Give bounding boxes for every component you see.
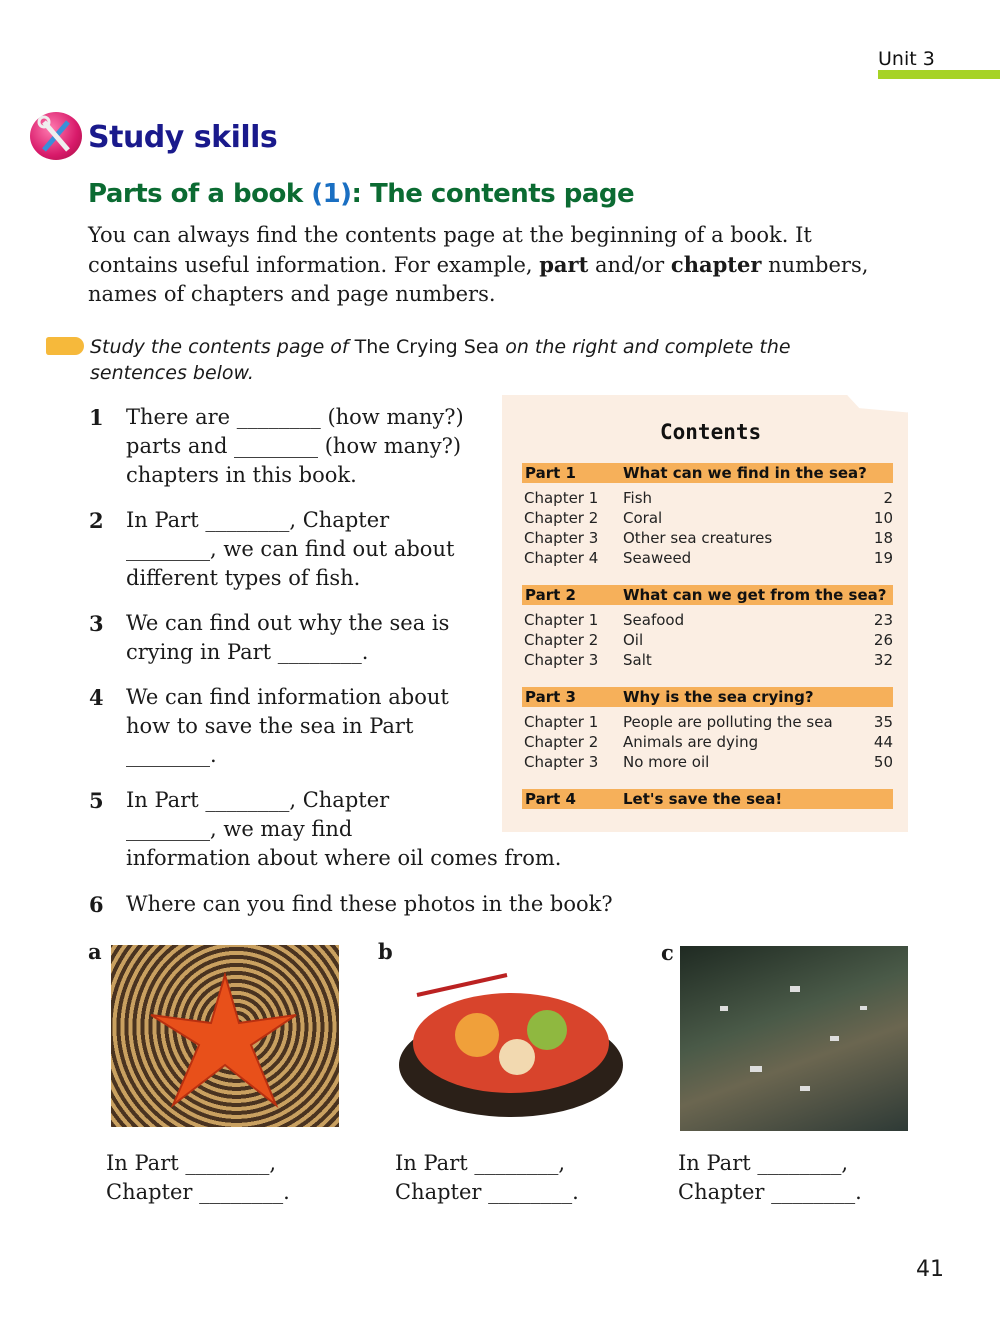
chapter-title: No more oil bbox=[623, 753, 710, 771]
question-line: chapters in this book. bbox=[126, 463, 357, 487]
chapter-number: Chapter 3 bbox=[524, 651, 599, 669]
chapter-row bbox=[524, 529, 893, 549]
part-number: Part 2 bbox=[525, 586, 576, 604]
chapter-row bbox=[524, 509, 893, 529]
instruction-marker bbox=[46, 337, 84, 355]
starfish-photo bbox=[111, 945, 339, 1127]
question-number: 3 bbox=[89, 611, 104, 636]
question-line: different types of fish. bbox=[126, 566, 361, 590]
part-number: Part 1 bbox=[525, 464, 576, 482]
question-line: We can find information about bbox=[126, 685, 449, 709]
seafood-photo bbox=[397, 945, 625, 1120]
chapter-row bbox=[524, 611, 893, 631]
part-header bbox=[522, 463, 893, 483]
chapter-title: Seafood bbox=[623, 611, 685, 629]
photo-caption: In Part ________, bbox=[678, 1151, 849, 1175]
page-ref: 23 bbox=[873, 611, 893, 629]
chapter-row bbox=[524, 631, 893, 651]
photo-label: c bbox=[661, 940, 674, 965]
chapter-title: Seaweed bbox=[623, 549, 692, 567]
chapter-row bbox=[524, 713, 893, 733]
question-line: ________, we can find out about bbox=[126, 537, 455, 561]
chapter-number: Chapter 2 bbox=[524, 509, 599, 527]
page-ref: 50 bbox=[873, 753, 893, 771]
photo-caption: In Part ________, bbox=[106, 1151, 277, 1175]
photo-caption: Chapter ________. bbox=[678, 1180, 862, 1204]
question-line: We can find out why the sea is bbox=[126, 611, 450, 635]
page-ref: 32 bbox=[873, 651, 893, 669]
tools-icon bbox=[30, 112, 82, 160]
page-ref: 10 bbox=[873, 509, 893, 527]
page-ref: 26 bbox=[873, 631, 893, 649]
chapter-title: Fish bbox=[623, 489, 653, 507]
part-number: Part 3 bbox=[525, 688, 576, 706]
unit-label: Unit 3 bbox=[878, 48, 935, 70]
part-title: Let's save the sea! bbox=[623, 790, 783, 808]
chapter-number: Chapter 3 bbox=[524, 753, 599, 771]
chapter-number: Chapter 2 bbox=[524, 733, 599, 751]
chapter-row bbox=[524, 489, 893, 509]
question-line: ________, we may find bbox=[126, 817, 353, 841]
question-line: crying in Part ________. bbox=[126, 640, 369, 664]
question-number: 5 bbox=[89, 788, 104, 813]
page-heading: Parts of a book (1): The contents page bbox=[88, 179, 635, 209]
chapter-number: Chapter 1 bbox=[524, 611, 599, 629]
page-ref: 35 bbox=[873, 713, 893, 731]
part-title: What can we get from the sea? bbox=[623, 586, 887, 604]
page-ref: 19 bbox=[873, 549, 893, 567]
page-ref: 2 bbox=[883, 489, 893, 507]
question-number: 6 bbox=[89, 892, 104, 917]
chapter-number: Chapter 1 bbox=[524, 489, 599, 507]
page-number: 41 bbox=[916, 1257, 944, 1282]
chapter-title: People are polluting the sea bbox=[623, 713, 833, 731]
question-number: 1 bbox=[89, 405, 104, 430]
page-ref: 44 bbox=[873, 733, 893, 751]
part-header bbox=[522, 789, 893, 809]
chapter-row bbox=[524, 733, 893, 753]
section-title: Study skills bbox=[88, 120, 278, 155]
photo-caption: Chapter ________. bbox=[395, 1180, 579, 1204]
page-ref: 18 bbox=[873, 529, 893, 547]
question-line: In Part ________, Chapter bbox=[126, 508, 390, 532]
question-number: 2 bbox=[89, 508, 104, 533]
chapter-title: Oil bbox=[623, 631, 644, 649]
chapter-row bbox=[524, 549, 893, 569]
question-line: information about where oil comes from. bbox=[126, 846, 562, 870]
part-title: What can we find in the sea? bbox=[623, 464, 867, 482]
question-line: parts and ________ (how many?) bbox=[126, 434, 462, 458]
instruction: Study the contents page of The Crying Sea on the right and complete the sentences below. bbox=[90, 336, 791, 384]
chapter-title: Other sea creatures bbox=[623, 529, 773, 547]
chapter-row bbox=[524, 753, 893, 773]
part-header bbox=[522, 585, 893, 605]
part-number: Part 4 bbox=[525, 790, 576, 808]
question-line: Where can you find these photos in the book? bbox=[126, 892, 613, 916]
question-line: ________. bbox=[126, 743, 217, 767]
part-title: Why is the sea crying? bbox=[623, 688, 814, 706]
photo-caption: Chapter ________. bbox=[106, 1180, 290, 1204]
chapter-row bbox=[524, 651, 893, 671]
intro-paragraph: You can always find the contents page at the beginning of a book. It contains useful information. For example, part and/or chapter numbers, names of chapters and page numbers. bbox=[88, 223, 869, 306]
part-header bbox=[522, 687, 893, 707]
question-number: 4 bbox=[89, 685, 104, 710]
chapter-number: Chapter 1 bbox=[524, 713, 599, 731]
polluted-water-photo bbox=[680, 946, 908, 1131]
contents-title: Contents bbox=[660, 420, 762, 444]
photo-caption: In Part ________, bbox=[395, 1151, 566, 1175]
photo-label: a bbox=[88, 939, 102, 964]
chapter-number: Chapter 2 bbox=[524, 631, 599, 649]
chapter-title: Animals are dying bbox=[623, 733, 759, 751]
photo-label: b bbox=[378, 939, 393, 964]
question-line: There are ________ (how many?) bbox=[126, 405, 464, 429]
chapter-title: Coral bbox=[623, 509, 663, 527]
unit-bar bbox=[878, 70, 1000, 79]
chapter-number: Chapter 4 bbox=[524, 549, 599, 567]
question-line: In Part ________, Chapter bbox=[126, 788, 390, 812]
chapter-title: Salt bbox=[623, 651, 652, 669]
chapter-number: Chapter 3 bbox=[524, 529, 599, 547]
question-line: how to save the sea in Part bbox=[126, 714, 414, 738]
